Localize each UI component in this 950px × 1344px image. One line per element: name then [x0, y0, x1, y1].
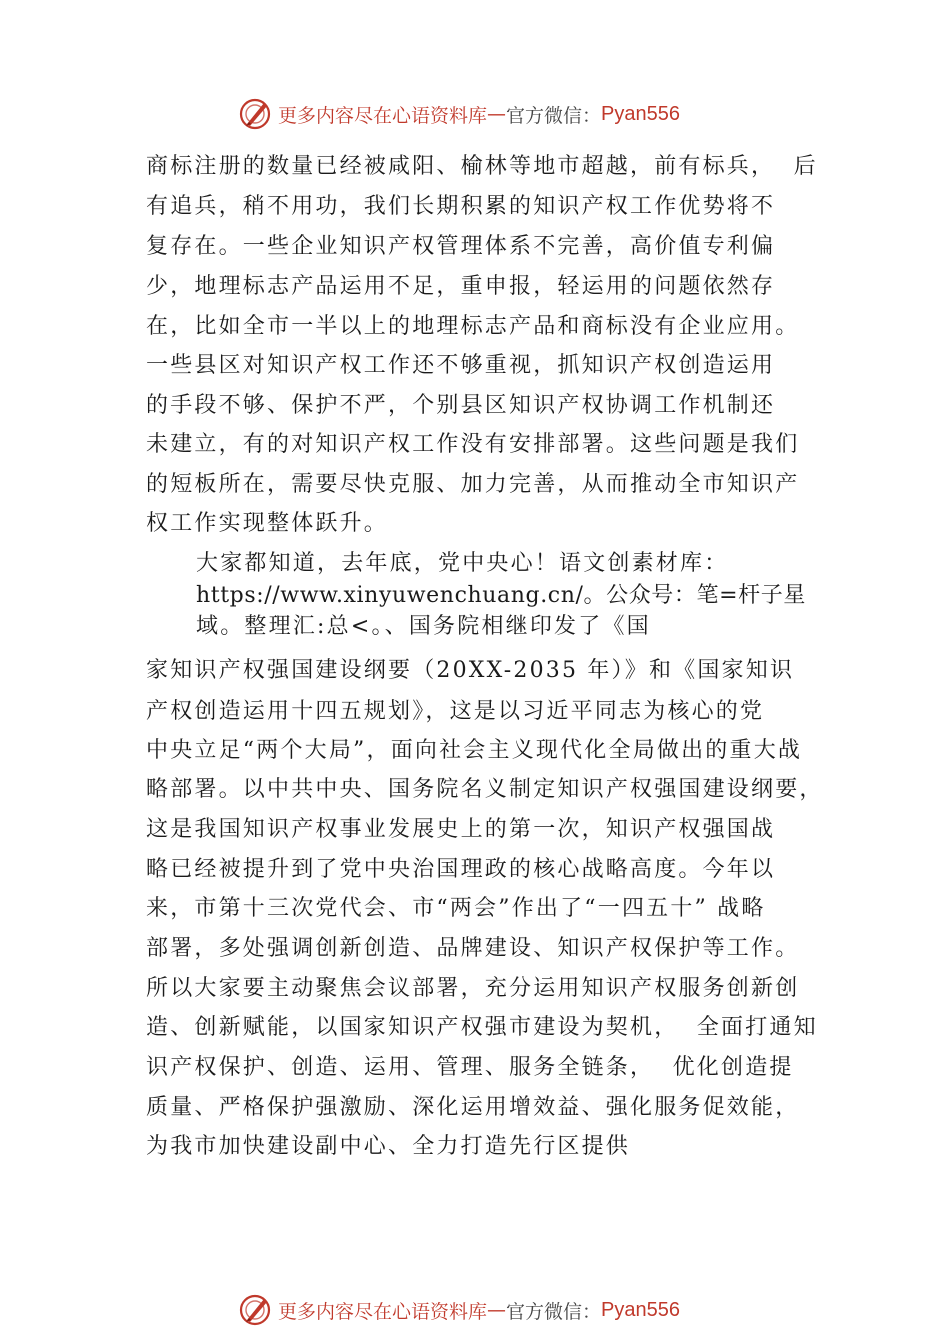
body-line: 家知识产权强国建设纲要（20XX-2035 年）》和《国家知识 [146, 658, 795, 683]
header-dash: — [487, 103, 507, 125]
body-line: 造、创新赋能，以国家知识产权强市建设为契机， 全面打通知 [146, 1015, 818, 1040]
body-line: 商标注册的数量已经被咸阳、榆林等地市超越，前有标兵， 后 [146, 154, 818, 179]
header-banner [238, 94, 680, 134]
body-line: 为我市加快建设副中心、全力打造先行区提供 [146, 1134, 631, 1159]
footer-site-text: 更多内容尽在心语资料库 [278, 1300, 488, 1323]
body-line: 复存在。一些企业知识产权管理体系不完善，高价值专利偏 [146, 234, 776, 259]
body-line: 权工作实现整体跃升。 [146, 511, 389, 536]
body-line: 这是我国知识产权事业发展史上的第一次，知识产权强国战 [146, 817, 776, 842]
body-line: 中央立足“两个大局”，面向社会主义现代化全局做出的重大战 [146, 738, 803, 763]
body-line-url: https://www.xinyuwenchuang.cn/。公众号：笔=杆子星 [196, 583, 806, 608]
header-wechat-id: Pyan556 [601, 102, 680, 125]
body-line: 域。整理汇:总<。、国务院相继印发了《国 [196, 614, 651, 639]
body-line: 少，地理标志产品运用不足，重申报，轻运用的问题依然存 [146, 274, 776, 299]
body-line: 有追兵，稍不用功，我们长期积累的知识产权工作优势将不 [146, 194, 776, 219]
body-line: 质量、严格保护强激励、深化运用增效益、强化服务促效能， [146, 1095, 800, 1120]
body-line: 产权创造运用十四五规划》，这是以习近平同志为核心的党 [146, 699, 765, 724]
footer-dash: — [487, 1299, 507, 1321]
body-line: 的短板所在，需要尽快克服、加力完善，从而推动全市知识产 [146, 472, 800, 497]
body-line: 略已经被提升到了党中央治国理政的核心战略高度。今年以 [146, 857, 776, 882]
header-wechat-label: 官方微信： [506, 104, 602, 127]
body-line: 来，市第十三次党代会、市“两会”作出了“一四五十” 战略 [146, 896, 766, 921]
quill-logo-icon [238, 1293, 272, 1327]
footer-wechat-label: 官方微信： [506, 1300, 602, 1323]
footer-wechat-id: Pyan556 [601, 1298, 680, 1321]
footer-banner [238, 1290, 680, 1330]
body-line: 部署，多处强调创新创造、品牌建设、知识产权保护等工作。 [146, 936, 800, 961]
body-line: 略部署。以中共中央、国务院名义制定知识产权强国建设纲要， [146, 777, 824, 802]
body-line: 一些县区对知识产权工作还不够重视，抓知识产权创造运用 [146, 353, 776, 378]
body-line: 所以大家要主动聚焦会议部署，充分运用知识产权服务创新创 [146, 976, 800, 1001]
header-site-text: 更多内容尽在心语资料库 [278, 104, 488, 127]
quill-logo-icon [238, 97, 272, 131]
body-line: 未建立，有的对知识产权工作没有安排部署。这些问题是我们 [146, 432, 800, 457]
body-line: 的手段不够、保护不严，个别县区知识产权协调工作机制还 [146, 393, 776, 418]
body-line: 识产权保护、创造、运用、管理、服务全链条， 优化创造提 [146, 1055, 794, 1080]
body-line: 在，比如全市一半以上的地理标志产品和商标没有企业应用。 [146, 314, 800, 339]
body-line: 大家都知道，去年底，党中央心！语文创素材库： [196, 551, 729, 576]
